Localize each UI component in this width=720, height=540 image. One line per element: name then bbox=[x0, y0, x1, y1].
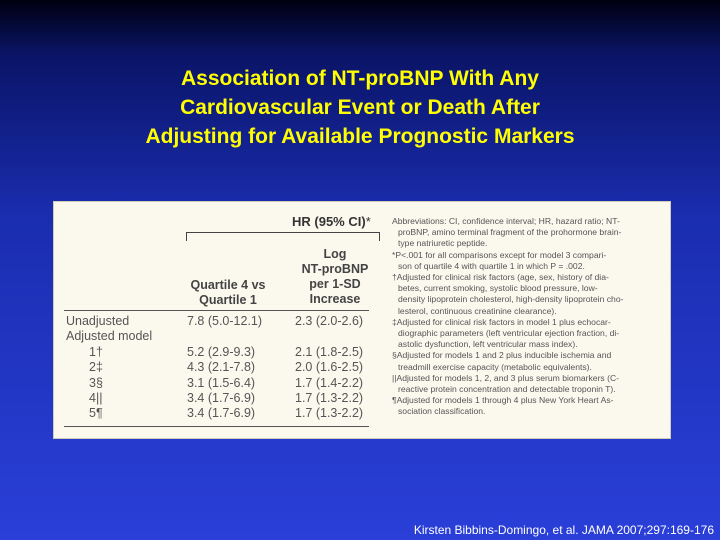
slide-title bbox=[0, 64, 720, 151]
table-row bbox=[54, 406, 384, 421]
footnote-line: lesterol, continuous creatinine clearance). bbox=[398, 305, 557, 316]
row-label: 5¶ bbox=[89, 406, 103, 421]
row-value-log: 2.1 (1.8-2.5) bbox=[295, 344, 364, 359]
column-header-log-line-4: Increase bbox=[309, 292, 361, 306]
footnote-line: treadmill exercise capacity (metabolic equivalents). bbox=[398, 361, 592, 372]
footnote-line: Abbreviations: CI, confidence interval; HR, hazard ratio; NT- bbox=[392, 216, 620, 226]
footnote-line: reactive protein concentration and detectable troponin T). bbox=[398, 384, 616, 395]
table-body bbox=[54, 314, 384, 422]
column-header-quartile bbox=[182, 278, 274, 308]
table-row bbox=[54, 345, 384, 360]
title-line-1: Association of NT-proBNP With Any bbox=[181, 67, 539, 90]
footnote-line: astolic dysfunction, left ventricular mass index). bbox=[398, 339, 578, 350]
table-row bbox=[54, 329, 384, 344]
footnote-line: diographic parameters (left ventricular ejection fraction, di- bbox=[398, 328, 620, 339]
row-value-log: 1.7 (1.3-2.2) bbox=[295, 406, 364, 421]
row-label: Unadjusted bbox=[66, 314, 130, 328]
column-header-log bbox=[286, 247, 384, 307]
row-value-log: 1.7 (1.4-2.2) bbox=[295, 375, 364, 390]
table-row bbox=[54, 376, 384, 391]
table-footnotes bbox=[392, 216, 664, 418]
footnote-line: §Adjusted for models 1 and 2 plus inducible ischemia and bbox=[392, 350, 612, 361]
row-label: 1† bbox=[89, 344, 103, 359]
footnote-line: ¶Adjusted for models 1 through 4 plus New York Heart As- bbox=[392, 395, 614, 406]
footnote-line: ||Adjusted for models 1, 2, and 3 plus serum biomarkers (C- bbox=[392, 372, 620, 383]
row-value-quartile: 3.4 (1.7-6.9) bbox=[187, 406, 256, 421]
column-header-log-line-2: NT-proBNP bbox=[301, 262, 369, 276]
citation: Kirsten Bibbins-Domingo, et al. JAMA 2007;297:169-176 bbox=[413, 523, 714, 537]
footnote-line: density lipoprotein cholesterol, high-density lipoprotein cho- bbox=[398, 294, 624, 305]
table-bottom-rule bbox=[64, 426, 369, 427]
row-value-quartile: 4.3 (2.1-7.8) bbox=[187, 360, 256, 375]
row-label: 4|| bbox=[89, 390, 103, 405]
footnote-line: sociation classification. bbox=[398, 406, 486, 417]
table-row bbox=[54, 360, 384, 375]
title-line-2: Cardiovascular Event or Death After bbox=[180, 96, 540, 119]
hr-group-header bbox=[292, 214, 371, 229]
footnote-line: betes, current smoking, systolic blood pressure, low- bbox=[398, 283, 598, 294]
header-bracket bbox=[186, 232, 380, 241]
row-label: 2‡ bbox=[89, 360, 103, 375]
footnote-line: ‡Adjusted for clinical risk factors in model 1 plus echocar- bbox=[392, 316, 611, 327]
row-value-quartile: 7.8 (5.0-12.1) bbox=[187, 314, 263, 328]
table-top-rule bbox=[64, 310, 369, 311]
row-label: 3§ bbox=[89, 375, 103, 390]
table-row bbox=[54, 391, 384, 406]
row-value-quartile: 3.4 (1.7-6.9) bbox=[187, 390, 256, 405]
row-value-quartile: 5.2 (2.9-9.3) bbox=[187, 344, 256, 359]
footnote-line: †Adjusted for clinical risk factors (age, sex, history of dia- bbox=[392, 272, 609, 283]
hr-group-header-text: HR (95% CI) bbox=[292, 214, 366, 229]
table-row bbox=[54, 314, 384, 329]
row-label: Adjusted model bbox=[66, 329, 153, 344]
row-value-log: 2.3 (2.0-2.6) bbox=[295, 314, 364, 328]
column-header-quartile-line-1: Quartile 4 vs bbox=[190, 278, 266, 292]
row-value-quartile: 3.1 (1.5-6.4) bbox=[187, 375, 256, 390]
title-line-3: Adjusting for Available Prognostic Markers bbox=[145, 125, 575, 148]
footnote-line: son of quartile 4 with quartile 1 in which P = .002. bbox=[398, 260, 585, 271]
footnote-line: *P<.001 for all comparisons except for model 3 compari- bbox=[392, 249, 607, 260]
hr-group-header-mark: * bbox=[365, 214, 371, 229]
footnote-line: proBNP, amino terminal fragment of the prohormone brain- bbox=[398, 227, 622, 238]
column-header-log-line-1: Log bbox=[323, 247, 347, 261]
footnote-line: type natriuretic peptide. bbox=[398, 238, 488, 249]
column-header-quartile-line-2: Quartile 1 bbox=[199, 293, 257, 307]
column-header-log-line-3: per 1-SD bbox=[309, 277, 361, 291]
row-value-log: 1.7 (1.3-2.2) bbox=[295, 390, 364, 405]
table-panel bbox=[53, 201, 671, 439]
row-value-log: 2.0 (1.6-2.5) bbox=[295, 360, 364, 375]
